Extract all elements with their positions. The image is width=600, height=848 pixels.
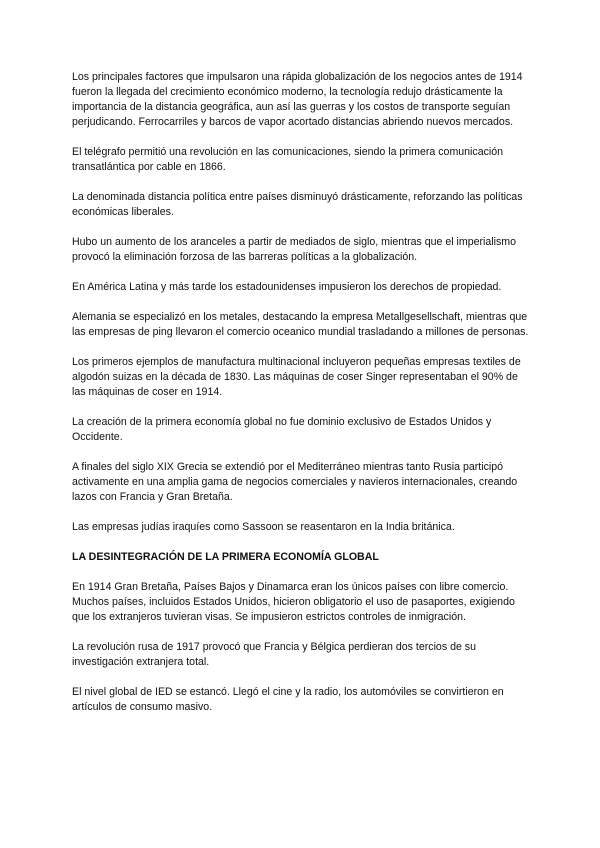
paragraph: En América Latina y más tarde los estadounidenses impusieron los derechos de propiedad. [72,281,502,293]
paragraph: Alemania se especializó en los metales, destacando la empresa Metallgesellschaft, mientras que las empresas de ping llevaron el comercio oceanico mundial trasladando a millones de personas. [72,311,529,338]
paragraph: En 1914 Gran Bretaña, Países Bajos y Dinamarca eran los únicos países con libre comercio. Muchos países, incluidos Estados Unidos, hicieron obligatorio el uso de pasaportes, exigiendo que los extranjeros tuvieran visas. Se impusieron estrictos controles de inmigración. [72,581,515,623]
paragraph: Hubo un aumento de los aranceles a partir de mediados de siglo, mientras que el imperialismo provocó la eliminación forzosa de las barreras políticas a la globalización. [72,236,517,263]
paragraph: Las empresas judías iraquíes como Sassoon se reasentaron en la India británica. [72,521,455,533]
paragraph: La creación de la primera economía global no fue dominio exclusivo de Estados Unidos y Occidente. [72,416,492,443]
paragraph: Los principales factores que impulsaron una rápida globalización de los negocios antes de 1914 fueron la llegada del crecimiento económico moderno, la tecnología redujo drásticamente la importancia de la distancia geográfica, aun así las guerras y los costos de transporte seguían perjudicando. Ferrocarriles y barcos de vapor acortado distancias abriendo nuevos mercados. [72,71,523,128]
paragraph: El nivel global de IED se estancó. Llegó el cine y la radio, los automóviles se convirtieron en artículos de consumo masivo. [72,686,504,713]
paragraph: La denominada distancia política entre países disminuyó drásticamente, reforzando las políticas económicas liberales. [72,191,523,218]
paragraph: La revolución rusa de 1917 provocó que Francia y Bélgica perdieran dos tercios de su investigación extranjera total. [72,641,476,668]
paragraph: A finales del siglo XIX Grecia se extendió por el Mediterráneo mientras tanto Rusia participó activamente en una amplia gama de negocios comerciales y navieros internacionales, creando lazos con Francia y Gran Bretaña. [72,461,518,503]
paragraph: El telégrafo permitió una revolución en las comunicaciones, siendo la primera comunicación transatlántica por cable en 1866. [72,146,504,173]
paragraph: Los primeros ejemplos de manufactura multinacional incluyeron pequeñas empresas textiles de algodón suizas en la década de 1830. Las máquinas de coser Singer representaban el 90% de las máquinas de coser en 1914. [72,356,521,398]
section-heading: LA DESINTEGRACIÓN DE LA PRIMERA ECONOMÍA GLOBAL [72,551,379,563]
document-body [72,70,534,730]
